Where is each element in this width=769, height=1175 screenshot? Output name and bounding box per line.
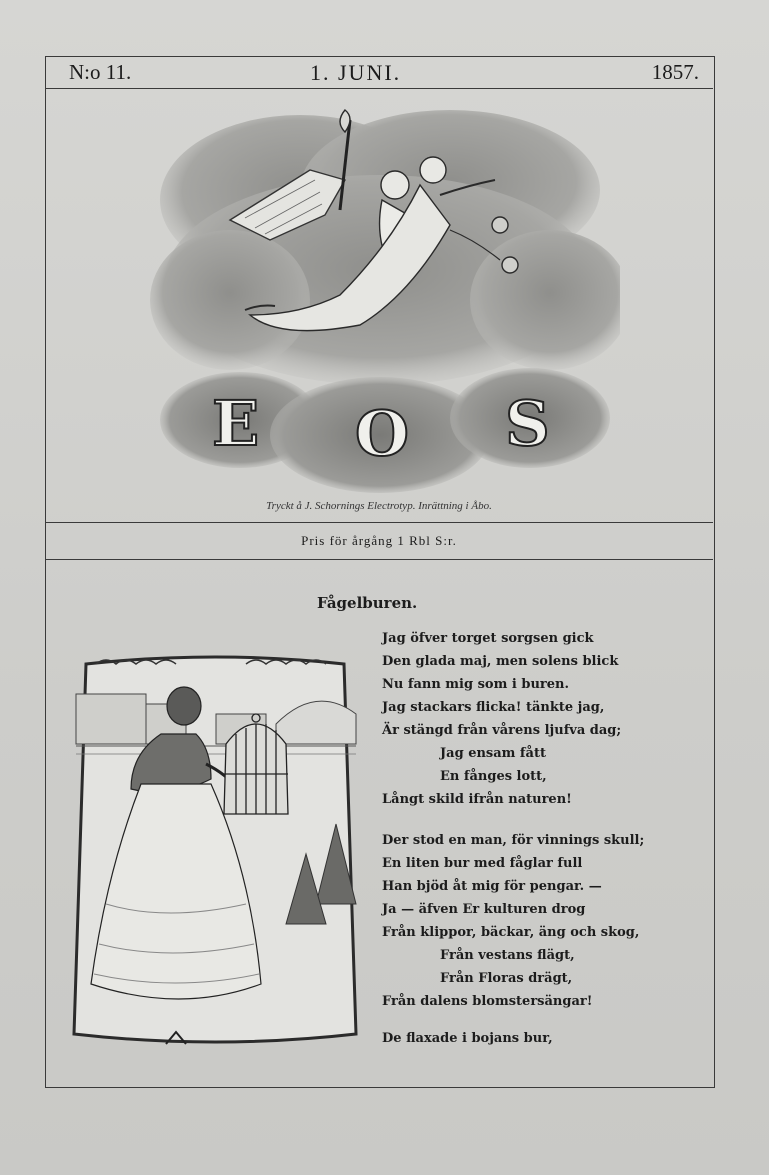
poem-line: Jag öfver torget sorgsen gick	[382, 631, 594, 646]
poem-stanza-2	[382, 829, 644, 1013]
title-letter-e: E	[212, 387, 260, 460]
poem-line: Från klippor, bäckar, äng och skog,	[382, 925, 640, 940]
poem-line: De flaxade i bojans bur,	[382, 1031, 553, 1046]
poem-line: Nu fann mig som i buren.	[382, 677, 569, 692]
poem-title: Fågelburen.	[317, 594, 418, 612]
subscription-price: Pris för årgång 1 Rbl S:r.	[301, 533, 457, 548]
poem-line: En liten bur med fåglar full	[382, 856, 583, 871]
poem-line: En fånges lott,	[440, 769, 547, 784]
poem-line: Långt skild ifrån naturen!	[382, 792, 572, 807]
issue-year: 1857.	[651, 60, 699, 84]
poem-line: Der stod en man, för vinnings skull;	[382, 833, 645, 848]
masthead	[45, 58, 713, 89]
poem-line: Är stängd från vårens ljufva dag;	[382, 723, 622, 738]
price-row	[45, 522, 713, 560]
title-letter-o: O	[355, 397, 410, 470]
issue-number: N:o 11.	[69, 60, 132, 84]
poem-line: Från dalens blomstersängar!	[382, 994, 593, 1009]
poem-line: Den glada maj, men solens blick	[382, 654, 619, 669]
title-letter-s: S	[505, 387, 550, 460]
poem-stanza-3	[382, 1027, 553, 1050]
poem-stanza-1	[382, 627, 621, 811]
poem-line: Jag stackars flicka! tänkte jag,	[382, 700, 605, 715]
poem-line: Från vestans flägt,	[440, 948, 575, 963]
girl-with-birdcage-illustration	[66, 654, 364, 1054]
poem-line: Han bjöd åt mig för pengar. —	[382, 879, 602, 894]
printer-credit: Tryckt å J. Schornings Electrotyp. Inrättning i Åbo.	[266, 500, 492, 512]
poem-line: Jag ensam fått	[440, 746, 546, 761]
poem-line: Ja — äfven Er kulturen drog	[382, 902, 586, 917]
poem-line: Från Floras drägt,	[440, 971, 573, 986]
eos-title-engraving	[150, 100, 620, 500]
issue-date: 1. JUNI.	[310, 60, 402, 85]
